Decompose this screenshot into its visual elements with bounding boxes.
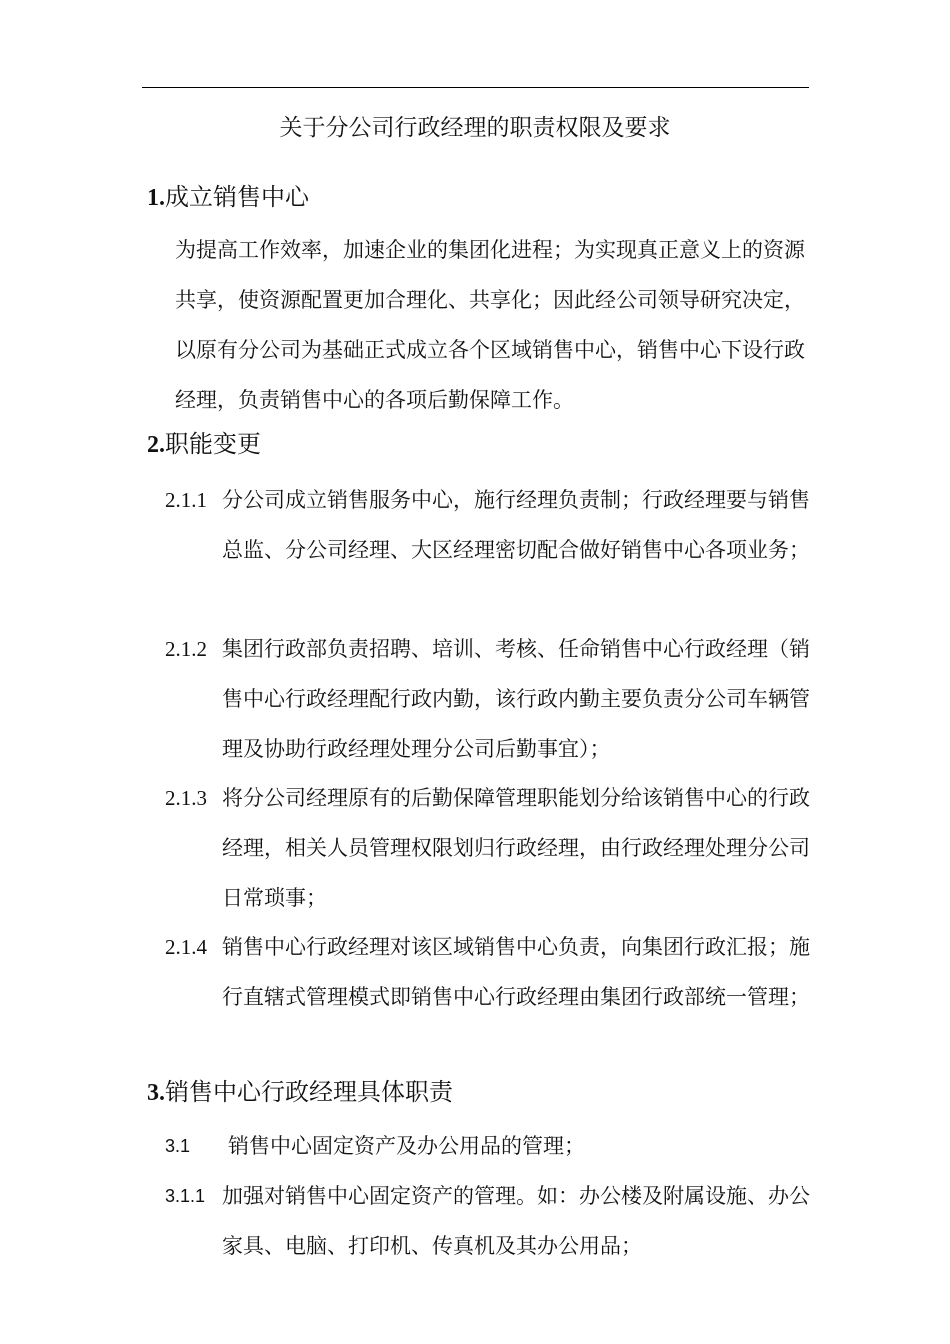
item-text: 加强对销售中心固定资产的管理。如：办公楼及附属设施、办公家具、电脑、打印机、传真机及其办公用品；: [222, 1184, 810, 1258]
section-number: 3.: [147, 1080, 165, 1106]
item-number: 2.1.2: [165, 637, 207, 661]
item-text: 销售中心固定资产及办公用品的管理；: [228, 1134, 585, 1158]
section-3-heading: [147, 1075, 453, 1110]
item-number: 3.1.1: [165, 1186, 206, 1206]
section-number: 1.: [147, 185, 165, 211]
item-text: 分公司成立销售服务中心，施行经理负责制；行政经理要与销售总监、分公司经理、大区经理密切配合做好销售中心各项业务；: [222, 488, 810, 562]
section-title: 成立销售中心: [165, 183, 309, 211]
section-number: 2.: [147, 432, 165, 458]
section-2-heading: [147, 427, 261, 462]
item-text: 集团行政部负责招聘、培训、考核、任命销售中心行政经理（销售中心行政经理配行政内勤，该行政内勤主要负责分公司车辆管理及协助行政经理处理分公司后勤事宜）；: [222, 637, 810, 761]
item-number: 2.1.3: [165, 786, 207, 810]
list-item: [165, 922, 815, 1022]
section-1-heading: [147, 180, 309, 215]
section-title: 职能变更: [165, 430, 261, 458]
item-number: 2.1.1: [165, 488, 207, 512]
list-item: [165, 1121, 815, 1171]
item-text: 销售中心行政经理对该区域销售中心负责，向集团行政汇报；施行直辖式管理模式即销售中心行政经理由集团行政部统一管理；: [222, 935, 810, 1009]
list-item: [165, 1171, 815, 1271]
document-title: 关于分公司行政经理的职责权限及要求: [279, 115, 671, 141]
item-text: 将分公司经理原有的后勤保障管理职能划分给该销售中心的行政经理，相关人员管理权限划归行政经理，由行政经理处理分公司日常琐事；: [222, 786, 810, 910]
item-number: 2.1.4: [165, 935, 207, 959]
top-rule: [142, 87, 809, 88]
list-item: [165, 773, 815, 923]
list-item: [165, 624, 815, 774]
list-item: [165, 475, 815, 575]
item-number: 3.1: [165, 1136, 191, 1156]
section-1-paragraph: 为提高工作效率，加速企业的集团化进程；为实现真正意义上的资源共享，使资源配置更加合理化、共享化；因此经公司领导研究决定，以原有分公司为基础正式成立各个区域销售中心，销售中心下设行政经理，负责销售中心的各项后勤保障工作。: [175, 238, 805, 412]
section-title: 销售中心行政经理具体职责: [165, 1078, 453, 1106]
